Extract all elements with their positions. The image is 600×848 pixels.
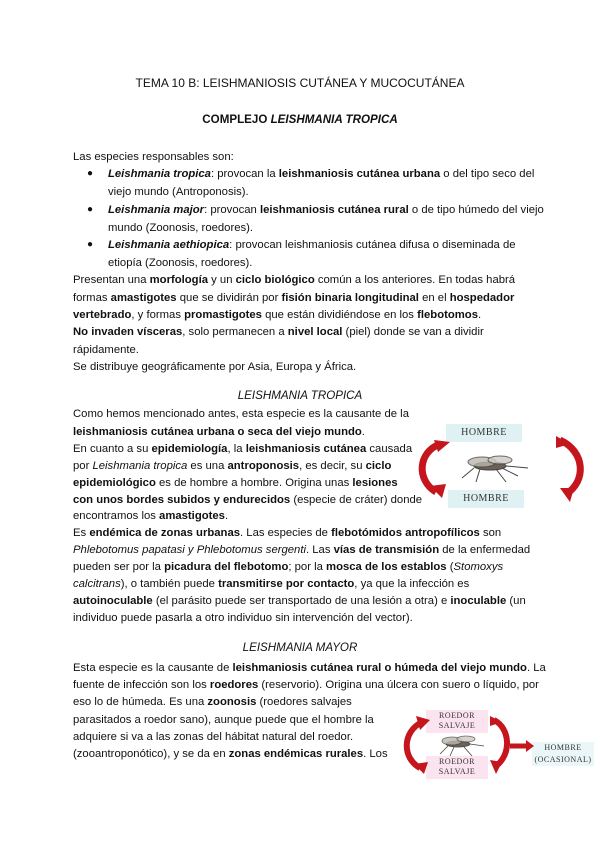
diagram-label-occasional: (OCASIONAL) [532,754,594,766]
species-bullet-aethiopica: Leishmania aethiopica: provocan leishmaniosis cutánea difusa o diseminada de [108,239,516,251]
diagram-label-host-top: HOMBRE [446,424,522,442]
paragraph-line: Se distribuye geográficamente por Asia, Europa y África. [73,361,357,373]
paragraph-line: pueden ser por la picadura del flebotomo; por la mosca de los establos (Stomoxys [73,561,504,573]
species-bullet-major-cont: mundo (Zoonosis, roedores). [108,222,254,234]
paragraph-line: individuo puede pasarla a otro individuo sin intervención del vector). [73,612,413,624]
paragraph-line: parasitados a roedor sano), aunque puede que el hombre la [73,714,374,726]
diagram-label-reservoir-top: ROEDOR SALVAJE [426,710,488,733]
species-bullet-major: Leishmania major: provocan leishmaniosis cutánea rural o de tipo húmedo del viejo [108,204,544,216]
bullet-icon: ● [87,239,94,250]
diagram-label-host-bottom: HOMBRE [448,490,524,508]
paragraph-line: autoinoculable (el parásito puede ser transportado de una lesión a otra) e inoculable (un [73,595,526,607]
section-heading-tropica: LEISHMANIA TROPICA [237,389,363,402]
paragraph-line: Como hemos mencionado antes, esta especie es la causante de la [73,408,409,420]
section-heading-mayor: LEISHMANIA MAYOR [242,641,358,654]
transmission-diagram-tropica [410,416,590,516]
sandfly-icon [462,456,528,482]
paragraph-line: epidemiológico es de hombre a hombre. Origina unas lesiones [73,477,398,489]
page-title: TEMA 10 B: LEISHMANIOSIS CUTÁNEA Y MUCOCUTÁNEA [135,76,465,90]
bullet-icon: ● [87,204,94,215]
paragraph-line: Phlebotomus papatasi y Phlebotomus sergenti. Las vías de transmisión de la enfermedad [73,544,531,556]
cycle-arrows-icon [410,416,590,516]
paragraph-line: Presentan una morfología y un ciclo biológico común a los anteriores. En todas habrá [73,274,516,286]
transmission-diagram-mayor [398,704,598,786]
species-bullet-aethiopica-cont: etiopía (Zoonosis, roedores). [108,257,253,269]
species-bullet-tropica-cont: viejo mundo (Antroponosis). [108,186,249,198]
sandfly-icon [440,736,484,756]
species-bullet-tropica: Leishmania tropica: provocan la leishmaniosis cutánea urbana o del tipo seco del [108,168,535,180]
intro-line: Las especies responsables son: [73,151,234,163]
paragraph-line: rápidamente. [73,344,139,356]
paragraph-line: En cuanto a su epidemiología, la leishmaniosis cutánea causada [73,443,413,455]
paragraph-line: eso lo de húmeda. Es una zoonosis (roedores salvajes [73,696,352,708]
diagram-label-human: HOMBRE [532,742,594,754]
paragraph-line: por Leishmania tropica es una antroponosis, es decir, su ciclo [73,460,392,472]
paragraph-line: Esta especie es la causante de leishmaniosis cutánea rural o húmeda del viejo mundo. La [73,662,546,674]
paragraph-line: con unos bordes subidos y endurecidos (especie de cráter) donde [73,494,423,506]
paragraph-line: adquiere si va a las zonas del hábitat natural del roedor. [73,731,354,743]
complex-heading: COMPLEJO LEISHMANIA TROPICA [202,113,398,126]
paragraph-line: fuente de infección son los roedores (reservorio). Origina una úlcera con suero o líquido, por [73,679,539,691]
diagram-label-reservoir-bottom: ROEDOR SALVAJE [426,756,488,779]
bullet-icon: ● [87,168,94,179]
paragraph-line: No invaden vísceras, solo permanecen a nivel local (piel) donde se van a dividir [73,326,484,338]
paragraph-line: calcitrans), o también puede transmitirse por contacto, ya que la infección es [73,578,470,590]
paragraph-line: vertebrado, y formas promastigotes que están dividiéndose en los flebotomos. [73,309,482,321]
paragraph-line: encontramos los amastigotes. [73,510,229,522]
paragraph-line: formas amastigotes que se dividirán por fisión binaria longitudinal en el hospedador [73,292,515,304]
paragraph-line: leishmaniosis cutánea urbana o seca del viejo mundo. [73,426,365,438]
paragraph-line: Es endémica de zonas urbanas. Las especies de flebotómidos antropofílicos son [73,527,502,539]
paragraph-line: (zooantroponótico), y se da en zonas endémicas rurales. Los [73,748,388,760]
cycle-arrows-icon [398,704,598,786]
